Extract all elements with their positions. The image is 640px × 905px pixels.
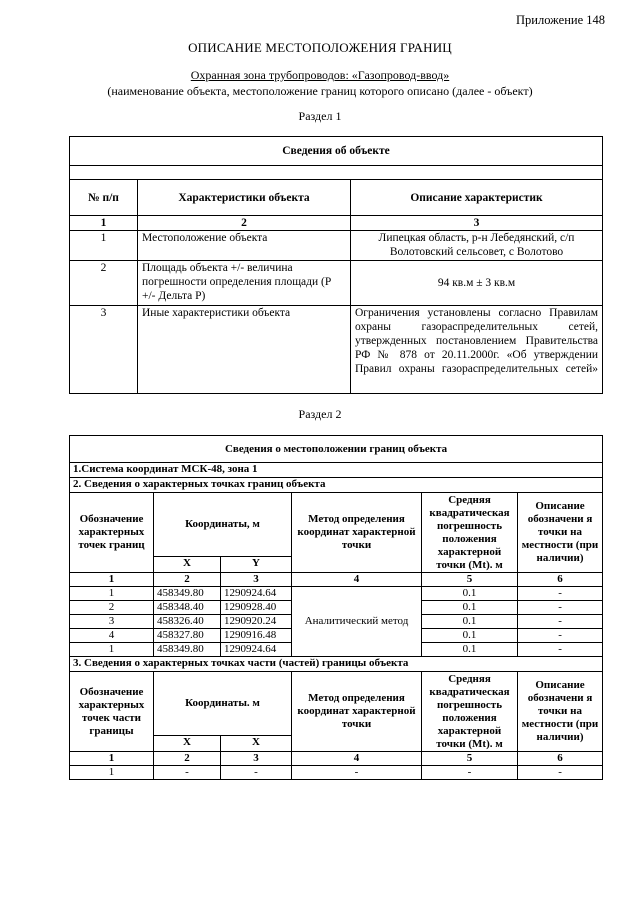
row-number: 1 <box>70 231 138 261</box>
row-number: 2 <box>70 261 138 306</box>
col-number: 2 <box>138 216 351 231</box>
part-point-accuracy: - <box>422 766 518 780</box>
part-point-method: - <box>292 766 422 780</box>
col-number: 6 <box>518 752 603 766</box>
col-number: 3 <box>221 573 292 587</box>
section-1-label: Раздел 1 <box>298 109 342 123</box>
row-characteristic: Местоположение объекта <box>138 231 351 261</box>
object-info-table <box>69 136 603 394</box>
point-x: 458349.80 <box>154 643 221 657</box>
row-description: Липецкая область, р-н Лебедянский, с/п Волотовский сельсовет, с Волотово <box>351 231 603 261</box>
header-y: Y <box>221 557 292 573</box>
row-characteristic: Площадь объекта +/- величина погрешности определения площади (Р +/- Дельта Р) <box>138 261 351 306</box>
point-x: 458327.80 <box>154 629 221 643</box>
header-method: Метод определения координат характерной точки <box>292 672 422 752</box>
part-point-number: 1 <box>70 766 154 780</box>
row-description: Ограничения установлены согласно Правилам охраны газораспределительных сетей, утвержденных постановлением Правительства РФ № 878 от 20.11.2000г. «Об утверждении Правил охраны газораспределительных сетей» <box>351 306 603 394</box>
col-number: 3 <box>221 752 292 766</box>
col-number: 5 <box>422 752 518 766</box>
part-point-y: - <box>221 766 292 780</box>
appendix-label: Приложение 148 <box>516 13 605 27</box>
table-row <box>70 587 603 601</box>
col-number: 4 <box>292 752 422 766</box>
header-description: Описание обозначени я точки на местности (при наличии) <box>518 493 603 573</box>
point-number: 1 <box>70 643 154 657</box>
header-method: Метод определения координат характерной точки <box>292 493 422 573</box>
part-point-description: - <box>518 766 603 780</box>
header-accuracy: Средняя квадратическая погрешность положения характерной точки (Mt). м <box>422 493 518 573</box>
point-description: - <box>518 587 603 601</box>
header-coordinates: Координаты, м <box>154 493 292 557</box>
point-y: 1290920.24 <box>221 615 292 629</box>
object-name: Охранная зона трубопроводов: «Газопровод-ввод» <box>190 68 450 82</box>
point-x: 458348.40 <box>154 601 221 615</box>
point-description: - <box>518 601 603 615</box>
point-accuracy: 0.1 <box>422 615 518 629</box>
col-header-description: Описание характеристик <box>351 180 603 216</box>
col-number: 5 <box>422 573 518 587</box>
header-y: X <box>221 736 292 752</box>
col-number: 1 <box>70 573 154 587</box>
col-number: 1 <box>70 752 154 766</box>
point-accuracy: 0.1 <box>422 629 518 643</box>
method-value: Аналитический метод <box>292 587 422 657</box>
part-2-title: 2. Сведения о характерных точках границ объекта <box>70 478 603 493</box>
point-description: - <box>518 615 603 629</box>
point-number: 3 <box>70 615 154 629</box>
row-number: 3 <box>70 306 138 394</box>
point-accuracy: 0.1 <box>422 587 518 601</box>
section-2-label: Раздел 2 <box>298 407 342 421</box>
point-y: 1290928.40 <box>221 601 292 615</box>
point-y: 1290916.48 <box>221 629 292 643</box>
col-number: 2 <box>154 573 221 587</box>
point-number: 4 <box>70 629 154 643</box>
boundary-heading: Сведения о местоположении границ объекта <box>70 436 603 463</box>
point-y: 1290924.64 <box>221 587 292 601</box>
col-header-characteristic: Характеристики объекта <box>138 180 351 216</box>
point-number: 2 <box>70 601 154 615</box>
spacer-row <box>70 166 603 180</box>
table-row <box>70 231 603 261</box>
row-description: 94 кв.м ± 3 кв.м <box>351 261 603 306</box>
col-number: 4 <box>292 573 422 587</box>
object-name-caption: (наименование объекта, местоположение границ которого описано (далее - объект) <box>107 84 533 98</box>
row-characteristic: Иные характеристики объекта <box>138 306 351 394</box>
header-point-designation: Обозначение характерных точек границ <box>70 493 154 573</box>
part-point-x: - <box>154 766 221 780</box>
point-accuracy: 0.1 <box>422 643 518 657</box>
point-x: 458349.80 <box>154 587 221 601</box>
header-coordinates: Координаты. м <box>154 672 292 736</box>
header-part-point-designation: Обозначение характерных точек части границы <box>70 672 154 752</box>
col-number: 1 <box>70 216 138 231</box>
header-x: X <box>154 557 221 573</box>
table-row <box>70 306 603 394</box>
col-number: 2 <box>154 752 221 766</box>
table-row <box>70 766 603 780</box>
table-row <box>70 261 603 306</box>
header-description: Описание обозначени я точки на местности (при наличии) <box>518 672 603 752</box>
point-accuracy: 0.1 <box>422 601 518 615</box>
col-header-number: № п/п <box>70 180 138 216</box>
point-number: 1 <box>70 587 154 601</box>
boundary-table <box>69 435 603 780</box>
part-3-title: 3. Сведения о характерных точках части (частей) границы объекта <box>70 657 603 672</box>
point-x: 458326.40 <box>154 615 221 629</box>
point-description: - <box>518 629 603 643</box>
point-y: 1290924.64 <box>221 643 292 657</box>
col-number: 3 <box>351 216 603 231</box>
header-accuracy: Средняя квадратическая погрешность положения характерной точки (Mt). м <box>422 672 518 752</box>
point-description: - <box>518 643 603 657</box>
object-info-heading: Сведения об объекте <box>70 137 603 166</box>
coordinate-system: 1.Система координат МСК-48, зона 1 <box>70 463 603 478</box>
header-x: X <box>154 736 221 752</box>
document-title: ОПИСАНИЕ МЕСТОПОЛОЖЕНИЯ ГРАНИЦ <box>188 40 452 55</box>
col-number: 6 <box>518 573 603 587</box>
